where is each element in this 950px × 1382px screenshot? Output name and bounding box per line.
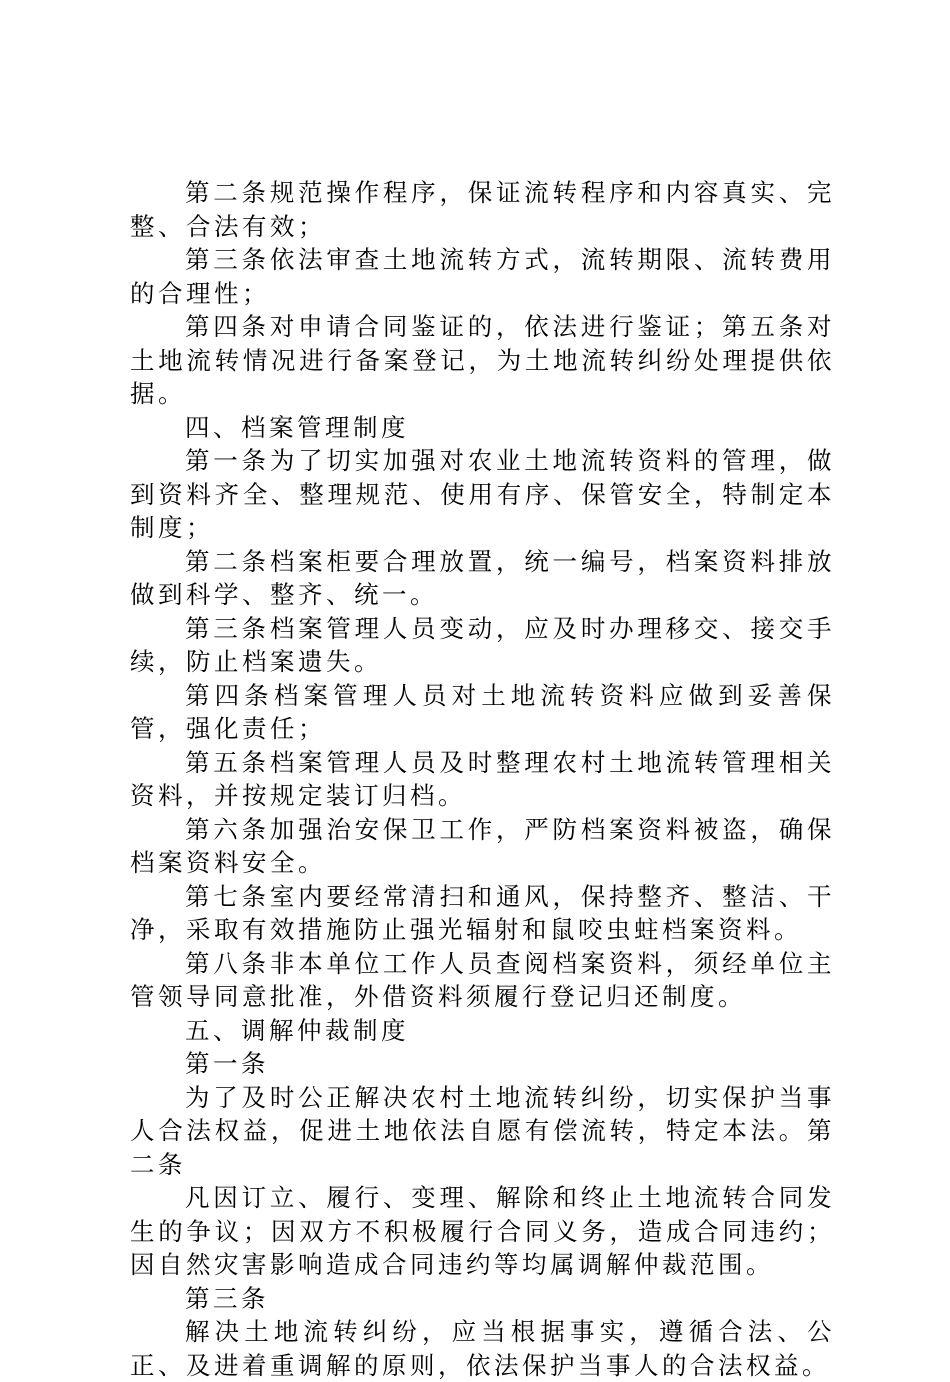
article-heading-1: 第一条 (185, 1049, 269, 1078)
paragraph-mediation-article-1: 为了及时公正解决农村土地流转纠纷，切实保护当事人合法权益，促进土地依法自愿有偿流转，特定本法。第二条 (130, 1082, 835, 1179)
paragraph-archive-article-5: 第五条档案管理人员及时整理农村土地流转管理相关资料，并按规定装订归档。 (130, 747, 835, 810)
section-heading-mediation-arbitration: 五、调解仲裁制度 (185, 1015, 409, 1045)
paragraph-archive-article-1: 第一条为了切实加强对农业土地流转资料的管理，做到资料齐全、整理规范、使用有序、保管安全，特制定本制度； (130, 446, 835, 542)
paragraph-mediation-article-3: 解决土地流转纠纷，应当根据事实，遵循合法、公正、及进着重调解的原则，依法保护当事人的合法权益。 (130, 1317, 835, 1380)
section-heading-archive-management: 四、档案管理制度 (185, 412, 409, 442)
paragraph-article-4-5: 第四条对申请合同鉴证的，依法进行鉴证；第五条对土地流转情况进行备案登记，为土地流转纠纷处理提供依据。 (130, 312, 835, 408)
paragraph-archive-article-2: 第二条档案柜要合理放置，统一编号，档案资料排放做到科学、整齐、统一。 (130, 546, 835, 609)
paragraph-archive-article-7: 第七条室内要经常清扫和通风，保持整齐、整洁、干净，采取有效措施防止强光辐射和鼠咬虫蛀档案资料。 (130, 881, 835, 944)
paragraph-archive-article-8: 第八条非本单位工作人员查阅档案资料，须经单位主管领导同意批准，外借资料须履行登记归还制度。 (130, 948, 835, 1011)
paragraph-archive-article-3: 第三条档案管理人员变动，应及时办理移交、接交手续，防止档案遗失。 (130, 613, 835, 676)
paragraph-mediation-article-2: 凡因订立、履行、变理、解除和终止土地流转合同发生的争议；因双方不积极履行合同义务，造成合同违约；因自然灾害影响造成合同违约等均属调解仲裁范围。 (130, 1183, 835, 1279)
article-heading-3: 第三条 (185, 1283, 269, 1313)
paragraph-article-2: 第二条规范操作程序，保证流转程序和内容真实、完整、合法有效； (130, 178, 835, 241)
paragraph-archive-article-4: 第四条档案管理人员对土地流转资料应做到妥善保管，强化责任； (130, 680, 835, 743)
paragraph-archive-article-6: 第六条加强治安保卫工作，严防档案资料被盗，确保档案资料安全。 (130, 814, 835, 877)
document-body (130, 176, 835, 1382)
paragraph-article-3: 第三条依法审查土地流转方式，流转期限、流转费用的合理性； (130, 245, 835, 308)
